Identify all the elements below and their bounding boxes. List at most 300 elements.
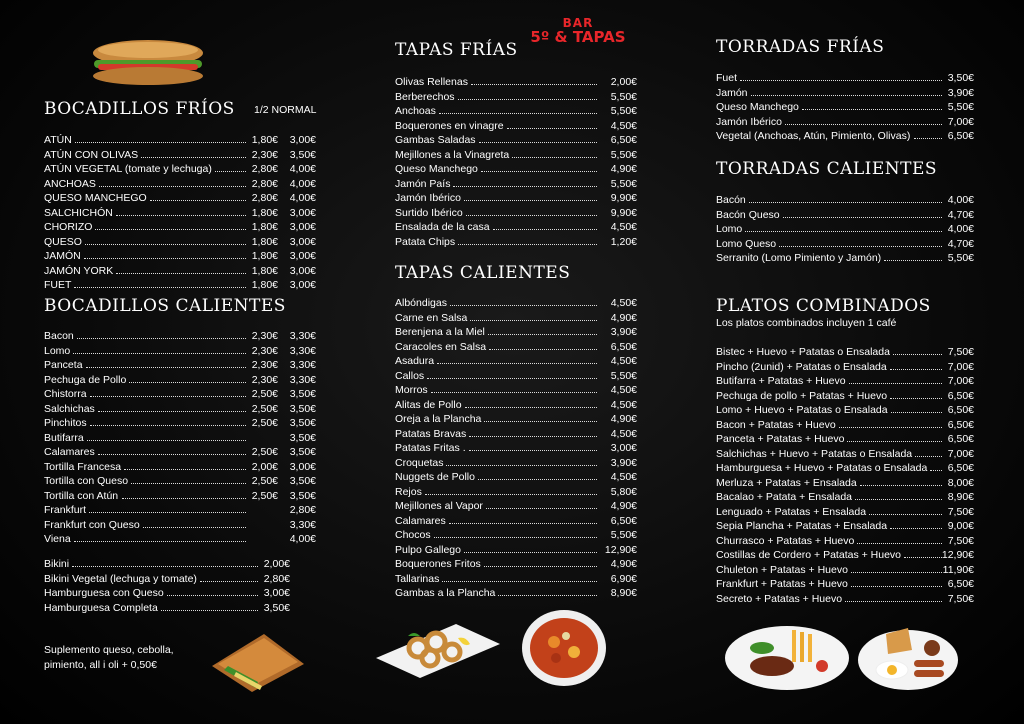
tapa-caliente-row xyxy=(395,470,637,485)
tapas-calientes-title: TAPAS CALIENTES xyxy=(395,263,571,283)
dot-leader xyxy=(453,186,597,187)
full-price: 3,30€ xyxy=(289,359,316,371)
item-name: Mejillones a la Vinagreta xyxy=(395,148,510,161)
item-price: 12,90€ xyxy=(604,543,637,556)
platos-combinados-subtitle: Los platos combinados incluyen 1 café xyxy=(716,317,897,329)
item-price: 7,50€ xyxy=(947,346,974,358)
dot-leader xyxy=(855,499,942,500)
bocadillo-caliente-row xyxy=(44,402,316,417)
item-price: 6,50€ xyxy=(947,130,974,142)
item-name: Albóndigas xyxy=(395,297,447,309)
dot-leader xyxy=(425,494,597,495)
item-name: Rejos xyxy=(395,485,422,498)
full-price: 3,50€ xyxy=(289,388,316,400)
bikini-row xyxy=(44,601,292,616)
item-name: Alitas de Pollo xyxy=(395,398,462,411)
item-name: Nuggets de Pollo xyxy=(395,471,475,483)
item-price: 6,50€ xyxy=(947,418,974,431)
full-price: 4,00€ xyxy=(289,163,316,175)
item-name: Patatas Fritas . xyxy=(395,442,466,454)
item-price: 5,50€ xyxy=(610,369,637,382)
dot-leader xyxy=(851,586,942,587)
item-name: Frankfurt + Patatas + Huevo xyxy=(716,578,848,590)
full-price: 3,50€ xyxy=(289,148,316,161)
half-price: 2,50€ xyxy=(251,489,278,502)
bocadillo-frio-row xyxy=(44,249,316,264)
dot-leader xyxy=(904,557,942,558)
item-name: Jamón País xyxy=(395,177,451,190)
suplemento-line1: Suplemento queso, cebolla, xyxy=(44,644,174,656)
tapa-caliente-row xyxy=(395,557,637,572)
plato-combinado-row xyxy=(716,577,974,592)
bocadillo-caliente-row xyxy=(44,431,316,446)
item-price: 5,50€ xyxy=(610,90,637,103)
dot-leader xyxy=(893,354,942,355)
full-price: 3,00€ xyxy=(289,221,316,233)
item-name: Lomo xyxy=(716,223,743,235)
item-price: 4,00€ xyxy=(947,223,974,235)
tapa-caliente-row xyxy=(395,325,637,340)
bocadillo-frio-row xyxy=(44,220,316,235)
item-price: 6,50€ xyxy=(947,389,974,402)
item-name: JAMÓN xyxy=(44,250,81,262)
plato-combinado-row xyxy=(716,476,974,491)
half-price: 1,80€ xyxy=(251,279,278,291)
dot-leader xyxy=(89,512,246,513)
dot-leader xyxy=(95,229,246,230)
item-price: 2,00€ xyxy=(263,558,290,570)
suplemento-note xyxy=(44,643,174,673)
plato-combinado-row xyxy=(716,389,974,404)
item-price: 4,70€ xyxy=(947,237,974,250)
item-price: 4,90€ xyxy=(610,558,637,570)
item-price: 4,90€ xyxy=(610,413,637,425)
item-name: Bacon xyxy=(44,330,74,342)
full-price: 4,00€ xyxy=(289,533,316,545)
plato-combinado-row xyxy=(716,360,974,375)
dot-leader xyxy=(851,572,942,573)
item-name: Lomo xyxy=(44,344,71,357)
tapa-caliente-row xyxy=(395,456,637,471)
item-name: Jamón Ibérico xyxy=(716,115,782,128)
torrada-fria-row xyxy=(716,71,974,86)
dot-leader xyxy=(161,610,258,611)
item-name: Calamares xyxy=(395,514,446,527)
full-price: 4,00€ xyxy=(289,177,316,190)
item-name: Chistorra xyxy=(44,388,87,400)
full-price: 3,50€ xyxy=(289,431,316,444)
item-price: 5,50€ xyxy=(947,252,974,264)
dot-leader xyxy=(847,441,942,442)
dot-leader xyxy=(890,528,942,529)
full-price: 3,00€ xyxy=(289,134,316,146)
dot-leader xyxy=(116,215,246,216)
bikini-list xyxy=(44,557,292,615)
tapa-fria-row xyxy=(395,206,637,221)
item-price: 7,50€ xyxy=(947,534,974,547)
torradas-frias-title: TORRADAS FRÍAS xyxy=(716,37,885,57)
dot-leader xyxy=(471,84,597,85)
item-name: Caracoles en Salsa xyxy=(395,340,487,353)
tapa-caliente-row xyxy=(395,369,637,384)
dot-leader xyxy=(124,469,246,470)
dot-leader xyxy=(802,109,942,110)
full-price: 3,00€ xyxy=(289,460,316,473)
dot-leader xyxy=(890,369,942,370)
bocadillo-frio-row xyxy=(44,148,316,163)
dot-leader xyxy=(779,246,942,247)
item-name: Costillas de Cordero + Patatas + Huevo xyxy=(716,549,902,561)
item-name: Boquerones en vinagre xyxy=(395,119,504,132)
dot-leader xyxy=(891,412,942,413)
dot-leader xyxy=(90,396,246,397)
item-price: 5,50€ xyxy=(610,148,637,161)
tapa-caliente-row xyxy=(395,383,637,398)
bocadillo-caliente-row xyxy=(44,460,316,475)
dot-leader xyxy=(469,450,597,451)
full-price: 3,00€ xyxy=(289,235,316,248)
half-price: 2,80€ xyxy=(251,177,278,190)
item-price: 6,50€ xyxy=(947,433,974,445)
bocadillo-frio-row xyxy=(44,235,316,250)
calamari-plate-image xyxy=(372,614,504,680)
dot-leader xyxy=(87,440,246,441)
item-price: 4,90€ xyxy=(610,500,637,512)
plato-combinado-row xyxy=(716,505,974,520)
item-name: Salchichas xyxy=(44,402,95,415)
half-price: 2,30€ xyxy=(251,373,278,386)
item-name: ATÚN CON OLIVAS xyxy=(44,148,139,161)
item-name: Pechuga de Pollo xyxy=(44,373,127,386)
bocadillos-frios-list xyxy=(44,133,316,293)
dot-leader xyxy=(442,581,597,582)
bocadillo-caliente-row xyxy=(44,518,316,533)
tapa-caliente-row xyxy=(395,354,637,369)
dot-leader xyxy=(486,508,597,509)
item-price: 3,90€ xyxy=(947,86,974,99)
dot-leader xyxy=(72,566,258,567)
tapa-caliente-row xyxy=(395,485,637,500)
half-price: 2,50€ xyxy=(251,388,278,400)
half-price: 2,30€ xyxy=(251,148,278,161)
full-price: 3,50€ xyxy=(289,417,316,429)
dot-leader xyxy=(200,581,258,582)
dot-leader xyxy=(785,124,942,125)
item-name: Surtido Ibérico xyxy=(395,206,463,219)
bocadillo-caliente-row xyxy=(44,329,316,344)
item-price: 1,20€ xyxy=(610,235,637,248)
item-name: ATÚN xyxy=(44,134,72,146)
plato-combinado-row xyxy=(716,461,974,476)
item-price: 5,50€ xyxy=(610,177,637,190)
item-name: Bikini xyxy=(44,558,70,570)
bikini-row xyxy=(44,572,292,587)
tapa-fria-row xyxy=(395,119,637,134)
platos-combinados-list xyxy=(716,345,974,606)
item-name: Jamón xyxy=(716,86,748,99)
torrada-fria-row xyxy=(716,86,974,101)
item-name: Gambas Saladas xyxy=(395,134,476,146)
item-name: Carne en Salsa xyxy=(395,311,468,324)
dot-leader xyxy=(498,595,597,596)
item-price: 7,00€ xyxy=(947,375,974,387)
item-name: Queso Manchego xyxy=(395,163,478,175)
item-price: 3,50€ xyxy=(947,72,974,84)
bikini-row xyxy=(44,557,292,572)
tapa-caliente-row xyxy=(395,412,637,427)
dot-leader xyxy=(73,353,246,354)
plato-combinado-row xyxy=(716,534,974,549)
bocadillo-caliente-row xyxy=(44,474,316,489)
dot-leader xyxy=(90,425,246,426)
torrada-caliente-row xyxy=(716,208,974,223)
half-price: 2,80€ xyxy=(251,163,278,175)
dot-leader xyxy=(167,595,258,596)
item-price: 6,50€ xyxy=(947,462,974,474)
tapa-fria-row xyxy=(395,162,637,177)
item-name: Anchoas xyxy=(395,105,436,117)
tapas-frias-list xyxy=(395,75,637,249)
full-price: 3,50€ xyxy=(289,402,316,415)
baguette-image xyxy=(88,38,208,88)
tapa-caliente-row xyxy=(395,572,637,587)
item-price: 3,90€ xyxy=(610,326,637,338)
dot-leader xyxy=(890,398,942,399)
tapa-caliente-row xyxy=(395,398,637,413)
item-price: 6,50€ xyxy=(947,578,974,590)
full-price: 3,50€ xyxy=(289,489,316,502)
item-price: 8,90€ xyxy=(947,491,974,503)
dot-leader xyxy=(122,498,246,499)
tapa-fria-row xyxy=(395,220,637,235)
item-name: Pinchitos xyxy=(44,417,87,429)
half-price: 2,50€ xyxy=(251,446,278,458)
item-name: Bistec + Huevo + Patatas o Ensalada xyxy=(716,346,890,358)
full-price: 3,50€ xyxy=(289,446,316,458)
tapa-fria-row xyxy=(395,75,637,90)
item-name: Patata Chips xyxy=(395,235,456,248)
item-name: Merluza + Patatas + Ensalada xyxy=(716,476,857,489)
item-name: FUET xyxy=(44,279,72,291)
item-name: Calamares xyxy=(44,446,95,458)
item-name: Panceta xyxy=(44,359,83,371)
tapa-caliente-row xyxy=(395,586,637,601)
dot-leader xyxy=(860,485,942,486)
dot-leader xyxy=(131,483,246,484)
item-name: Queso Manchego xyxy=(716,101,799,113)
plato-combinado-row xyxy=(716,548,974,563)
dot-leader xyxy=(478,479,597,480)
dot-leader xyxy=(464,200,597,201)
suplemento-line2: pimiento, all i oli + 0,50€ xyxy=(44,659,157,671)
item-name: JAMÓN YORK xyxy=(44,264,114,277)
item-name: Berenjena a la Miel xyxy=(395,326,485,338)
item-name: Bikini Vegetal (lechuga y tomate) xyxy=(44,572,197,585)
bocadillo-frio-row xyxy=(44,133,316,148)
item-name: Hamburguesa con Queso xyxy=(44,587,164,599)
bocadillo-frio-row xyxy=(44,264,316,279)
item-price: 3,50€ xyxy=(263,601,290,614)
item-name: Bacón xyxy=(716,194,746,206)
full-price: 3,30€ xyxy=(289,330,316,342)
item-price: 5,80€ xyxy=(610,485,637,498)
dot-leader xyxy=(86,367,246,368)
bocadillo-frio-row xyxy=(44,162,316,177)
dot-leader xyxy=(857,543,942,544)
item-price: 5,50€ xyxy=(610,529,637,541)
dot-leader xyxy=(469,436,597,437)
torradas-frias-list xyxy=(716,71,974,144)
plato-combinado-row xyxy=(716,345,974,360)
item-name: Secreto + Patatas + Huevo xyxy=(716,592,843,605)
item-price: 9,90€ xyxy=(610,192,637,204)
item-name: QUESO xyxy=(44,235,82,248)
item-price: 8,90€ xyxy=(610,587,637,599)
tapa-caliente-row xyxy=(395,441,637,456)
dot-leader xyxy=(458,244,597,245)
bocadillo-caliente-row xyxy=(44,416,316,431)
dot-leader xyxy=(77,338,246,339)
item-name: SALCHICHÓN xyxy=(44,206,113,219)
torrada-caliente-row xyxy=(716,222,974,237)
dot-leader xyxy=(446,465,597,466)
item-name: Morros xyxy=(395,384,428,396)
item-name: Frankfurt con Queso xyxy=(44,518,140,531)
torrada-caliente-row xyxy=(716,251,974,266)
dot-leader xyxy=(98,454,246,455)
item-price: 4,50€ xyxy=(610,221,637,233)
dot-leader xyxy=(493,229,597,230)
item-price: 4,50€ xyxy=(610,427,637,440)
dot-leader xyxy=(749,202,942,203)
tapa-fria-row xyxy=(395,177,637,192)
item-name: Oreja a la Plancha xyxy=(395,413,482,425)
half-price: 2,00€ xyxy=(251,460,278,473)
item-name: Chocos xyxy=(395,529,431,541)
dot-leader xyxy=(116,273,246,274)
dot-leader xyxy=(489,349,597,350)
item-price: 9,00€ xyxy=(947,520,974,532)
item-name: Berberechos xyxy=(395,90,455,103)
bar-logo-name: 5º & TAPAS xyxy=(530,28,626,46)
bocadillos-calientes-list xyxy=(44,329,316,547)
platos-combinados-title: PLATOS COMBINADOS xyxy=(716,296,931,316)
torrada-fria-row xyxy=(716,115,974,130)
plato-combinado-row xyxy=(716,519,974,534)
dot-leader xyxy=(783,217,942,218)
item-name: Vegetal (Anchoas, Atún, Pimiento, Olivas) xyxy=(716,130,911,142)
tapa-fria-row xyxy=(395,235,637,250)
bikini-row xyxy=(44,586,292,601)
dot-leader xyxy=(449,523,597,524)
item-name: Panceta + Patatas + Huevo xyxy=(716,433,845,445)
breakfast-plate-image xyxy=(856,624,960,692)
bocadillo-caliente-row xyxy=(44,387,316,402)
item-name: Lomo + Huevo + Patatas o Ensalada xyxy=(716,404,888,416)
item-price: 6,50€ xyxy=(947,404,974,416)
tapa-fria-row xyxy=(395,104,637,119)
item-name: Sepia Plancha + Patatas + Ensalada xyxy=(716,520,888,532)
item-name: Pechuga de pollo + Patatas + Huevo xyxy=(716,389,888,402)
dot-leader xyxy=(75,142,246,143)
item-name: Jamón Ibérico xyxy=(395,192,461,204)
half-price: 2,50€ xyxy=(251,417,278,429)
item-name: Lomo Queso xyxy=(716,237,777,250)
dot-leader xyxy=(751,95,942,96)
tapa-fria-row xyxy=(395,133,637,148)
full-price: 3,30€ xyxy=(289,373,316,386)
item-name: Bacalao + Patata + Ensalada xyxy=(716,491,853,503)
tapa-caliente-row xyxy=(395,528,637,543)
item-price: 12,90€ xyxy=(941,549,974,561)
bocadillos-frios-title: BOCADILLOS FRÍOS xyxy=(44,99,235,119)
item-name: ATÚN VEGETAL (tomate y lechuga) xyxy=(44,163,212,175)
half-price: 2,50€ xyxy=(251,402,278,415)
item-name: Olivas Rellenas xyxy=(395,76,468,88)
mixed-grill-plate-image xyxy=(722,622,852,692)
torrada-caliente-row xyxy=(716,193,974,208)
stew-bowl-image xyxy=(520,608,608,688)
full-price: 3,00€ xyxy=(289,264,316,277)
dot-leader xyxy=(439,113,597,114)
item-price: 6,90€ xyxy=(610,572,637,585)
item-name: Tortilla Francesa xyxy=(44,460,122,473)
dot-leader xyxy=(884,260,942,261)
dot-leader xyxy=(434,537,597,538)
half-price: 1,80€ xyxy=(251,134,278,146)
full-price: 3,30€ xyxy=(289,518,316,531)
item-price: 3,90€ xyxy=(610,456,637,469)
plato-combinado-row xyxy=(716,563,974,578)
dot-leader xyxy=(437,363,597,364)
item-name: Frankfurt xyxy=(44,504,87,516)
item-name: Tallarinas xyxy=(395,572,440,585)
dot-leader xyxy=(740,80,942,81)
item-price: 4,50€ xyxy=(610,384,637,396)
item-name: Bacón Queso xyxy=(716,208,780,221)
bocadillo-frio-row xyxy=(44,206,316,221)
item-price: 6,50€ xyxy=(610,134,637,146)
dot-leader xyxy=(507,128,597,129)
dot-leader xyxy=(141,157,246,158)
tapa-caliente-row xyxy=(395,514,637,529)
torrada-fria-row xyxy=(716,129,974,144)
plato-combinado-row xyxy=(716,592,974,607)
item-name: Tortilla con Queso xyxy=(44,475,129,487)
bocadillo-caliente-row xyxy=(44,503,316,518)
half-price: 1,80€ xyxy=(251,264,278,277)
dot-leader xyxy=(464,552,597,553)
half-price: 2,50€ xyxy=(251,475,278,487)
dot-leader xyxy=(431,392,597,393)
panini-image xyxy=(204,626,312,696)
dot-leader xyxy=(839,427,942,428)
full-price: 2,80€ xyxy=(289,504,316,516)
item-price: 4,50€ xyxy=(610,398,637,411)
bar-logo xyxy=(528,16,628,46)
item-name: ANCHOAS xyxy=(44,177,96,190)
bocadillo-caliente-row xyxy=(44,358,316,373)
item-price: 9,90€ xyxy=(610,206,637,219)
dot-leader xyxy=(150,200,246,201)
item-price: 4,90€ xyxy=(610,163,637,175)
dot-leader xyxy=(481,171,597,172)
half-price: 1,80€ xyxy=(251,235,278,248)
item-price: 4,90€ xyxy=(610,311,637,324)
item-price: 4,50€ xyxy=(610,355,637,367)
dot-leader xyxy=(143,527,246,528)
item-price: 4,50€ xyxy=(610,297,637,309)
